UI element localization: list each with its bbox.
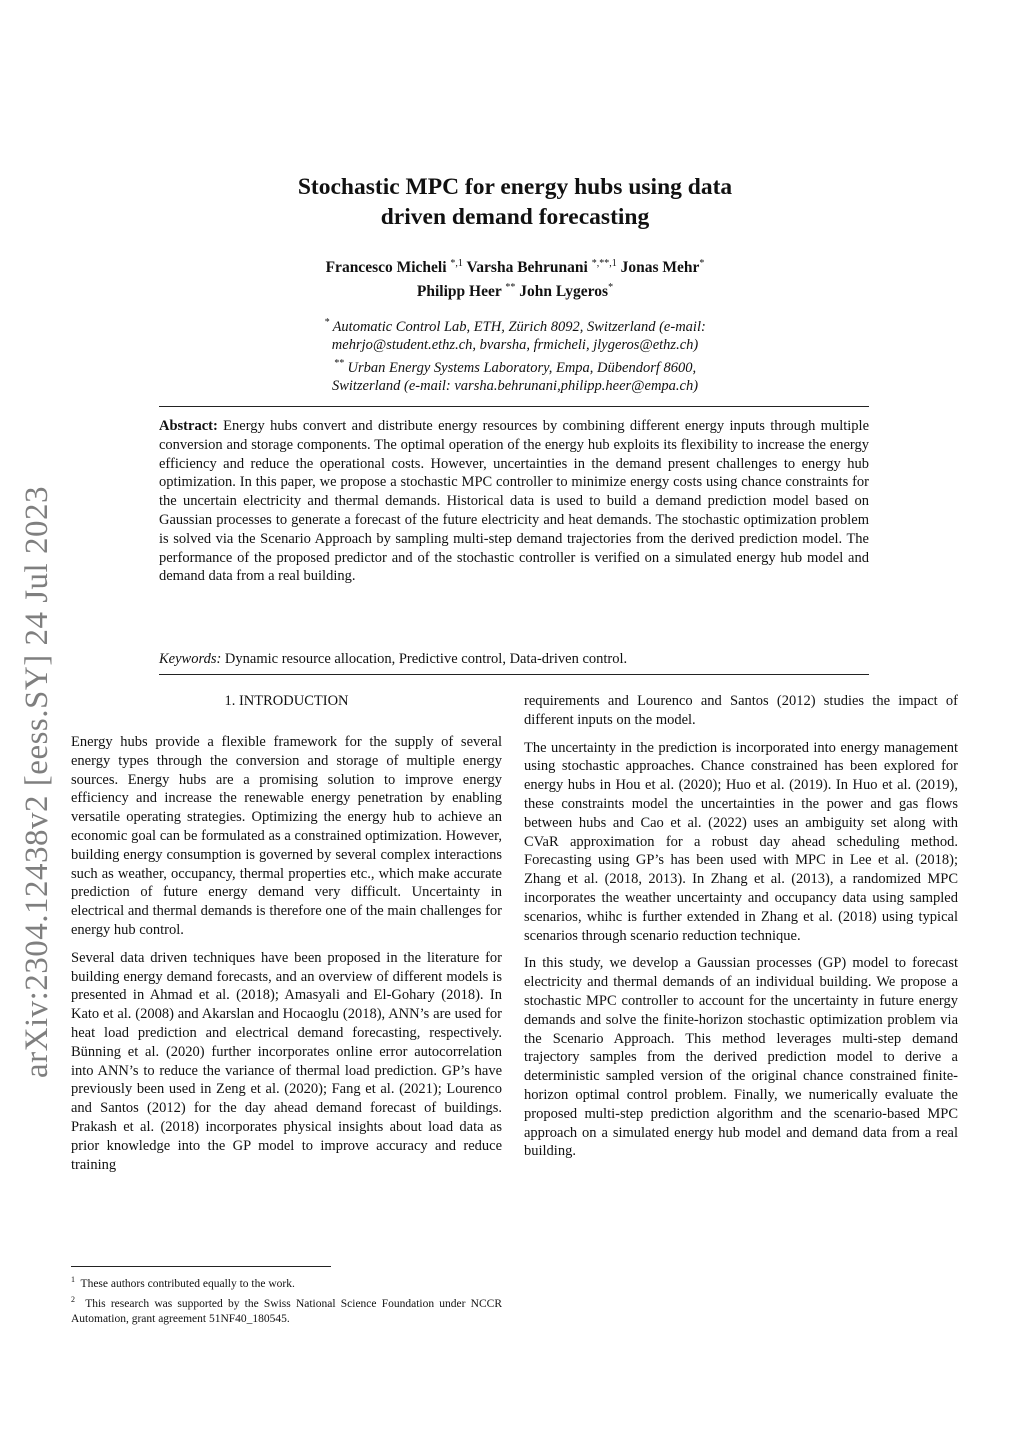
keywords-label: Keywords: <box>159 651 222 667</box>
footnote-mark: 1 <box>71 1275 75 1284</box>
title-line-1: Stochastic MPC for energy hubs using data <box>297 174 733 200</box>
author-mark: * <box>608 282 614 294</box>
affiliations <box>200 314 830 396</box>
keywords-bottom-rule <box>159 674 869 675</box>
footnote-text: These authors contributed equally to the work. <box>80 1277 295 1290</box>
affiliation-text: Urban Energy Systems Laboratory, Empa, Dübendorf 8600, <box>347 359 697 376</box>
right-column <box>524 692 958 1170</box>
affiliation-b-line-2: Switzerland (e-mail: varsha.behrunani,philipp.heer@empa.ch) <box>331 378 699 395</box>
paragraph: requirements and Lourenco and Santos (2012) studies the impact of different inputs on the model. <box>524 693 958 728</box>
affiliation-mark: ** <box>333 357 344 369</box>
author-list <box>200 254 830 302</box>
affiliation-text: Automatic Control Lab, ETH, Zürich 8092, Switzerland (e-mail: <box>332 318 706 335</box>
left-column <box>71 733 502 1183</box>
abstract-label: Abstract: <box>159 418 218 434</box>
author-name: Francesco Micheli <box>325 259 447 277</box>
author-mark: ** <box>505 282 516 294</box>
keywords <box>159 650 869 669</box>
affiliation-a-line-1 <box>200 314 830 336</box>
footnote-rule <box>71 1266 331 1267</box>
author-mark: *,**,1 <box>591 258 617 269</box>
keywords-text: Dynamic resource allocation, Predictive control, Data-driven control. <box>224 651 628 667</box>
affiliation-a-line-2: mehrjo@student.ethz.ch, bvarsha, frmicheli, jlygeros@ethz.ch) <box>331 337 699 354</box>
section-heading-introduction: 1. INTRODUCTION <box>224 693 349 709</box>
author-mark: * <box>699 258 705 269</box>
author-mark: *,1 <box>450 258 463 269</box>
abstract-text: Energy hubs convert and distribute energy resources by combining different energy inputs through multiple conversion and storage components. The optimal operation of the energy hub exploits its flexibility to increase the energy efficiency and reduce the operational costs. However, uncertainties in the demand present challenges to energy hub optimization. In this paper, we propose a stochastic MPC controller to minimize energy costs using chance constraints for the uncertain electricity and thermal demands. Historical data is used to build a demand prediction model based on Gaussian processes to generate a forecast of the future electricity and heat demands. The stochastic optimization problem is solved via the Scenario Approach by sampling multi-step demand trajectories from the derived prediction model. The performance of the proposed predictor and of the stochastic controller is verified on a simulated energy hub model and demand data from a real building. <box>159 418 870 585</box>
title-line-2: driven demand forecasting <box>380 204 650 230</box>
abstract-top-rule <box>159 406 869 407</box>
footnotes <box>71 1272 502 1327</box>
footnote-text: This research was supported by the Swiss National Science Foundation under NCCR Automation, grant agreement 51NF40_180545. <box>71 1297 502 1325</box>
author-line-2 <box>200 278 830 302</box>
abstract <box>159 417 869 586</box>
footnote <box>71 1292 502 1327</box>
author-name: Varsha Behrunani <box>466 259 588 277</box>
footnote <box>71 1272 502 1292</box>
author-name: Jonas Mehr <box>620 259 700 277</box>
paragraph: Energy hubs provide a flexible framework for the supply of several energy types through the conversion and storage of multiple energy sources. Energy hubs are a promising solution to improve energy efficiency and increase the renewable energy penetration by enabling versatile operating strategies. Optimizing the energy hub to achieve an economic goal can be formulated as a constrained optimization. However, building energy consumption is governed by several complex interactions such as weather, occupancy, thermal properties etc., which make accurate prediction of future energy demand very difficult. Uncertainty in electrical and thermal demands is therefore one of the main challenges for energy hub control. <box>71 734 502 938</box>
affiliation-b-line-1 <box>200 355 830 377</box>
affiliation-mark: * <box>324 317 330 328</box>
paragraph: Several data driven techniques have been proposed in the literature for building energy demand forecasts, and an overview of different models is presented in Ahmad et al. (2018); Amasyali and El-Gohary (2018). In Kato et al. (2008) and Akarslan and Hocaoglu (2018), ANN’s are used for heat load prediction and electrical demand forecasting, respectively. Bünning et al. (2020) further incorporates online error autocorrelation into ANN’s to reduce the variance of thermal load prediction. GP’s have previously been used in Zeng et al. (2020); Fang et al. (2021); Lourenco and Santos (2012) for the day ahead demand forecast of buildings. Prakash et al. (2018) incorporates physical insights about load data as prior knowledge into the GP model to improve accuracy and reduce training <box>71 949 502 1173</box>
author-name: Philipp Heer <box>416 283 502 301</box>
paragraph: In this study, we develop a Gaussian processes (GP) model to forecast electricity and thermal demands of an individual building. We propose a stochastic MPC controller to account for the uncertainty in future energy demands and solve the finite-horizon stochastic optimization problem via the Scenario Approach. This method leverages multi-step demand trajectory samples from the derived prediction model to derive a deterministic sampled version of the original chance constrained finite-horizon optimal control problem. Finally, we numerically evaluate the proposed multi-step prediction algorithm and the scenario-based MPC approach on a simulated energy hub model and demand data from a real building. <box>524 955 958 1160</box>
arxiv-identifier[interactable]: arXiv:2304.12438v2 [eess.SY] 24 Jul 2023 <box>19 486 55 1078</box>
paragraph: The uncertainty in the prediction is incorporated into energy management using stochastic approaches. Chance constrained has been explored for energy hubs in Hou et al. (2020); Huo et al. (2019). In Huo et al. (2019), these constraints model the uncertainties in the power and gas flows between hubs and Cao et al. (2022) uses an ambiguity set along with CVaR approximation for a robust day ahead scheduling method. Forecasting using GP’s has been used with MPC in Lee et al. (2018); Zhang et al. (2018, 2013). In Zhang et al. (2013), a randomized MPC incorporates the weather uncertainty and occupancy data using sampled scenarios, whihc is further extended in Zhang et al. (2018) using typical scenarios through scenario reduction technique. <box>524 739 958 944</box>
author-line-1 <box>200 254 830 278</box>
footnote-mark: 2 <box>71 1294 75 1304</box>
paper-title <box>200 172 830 232</box>
author-name: John Lygeros <box>519 283 609 301</box>
